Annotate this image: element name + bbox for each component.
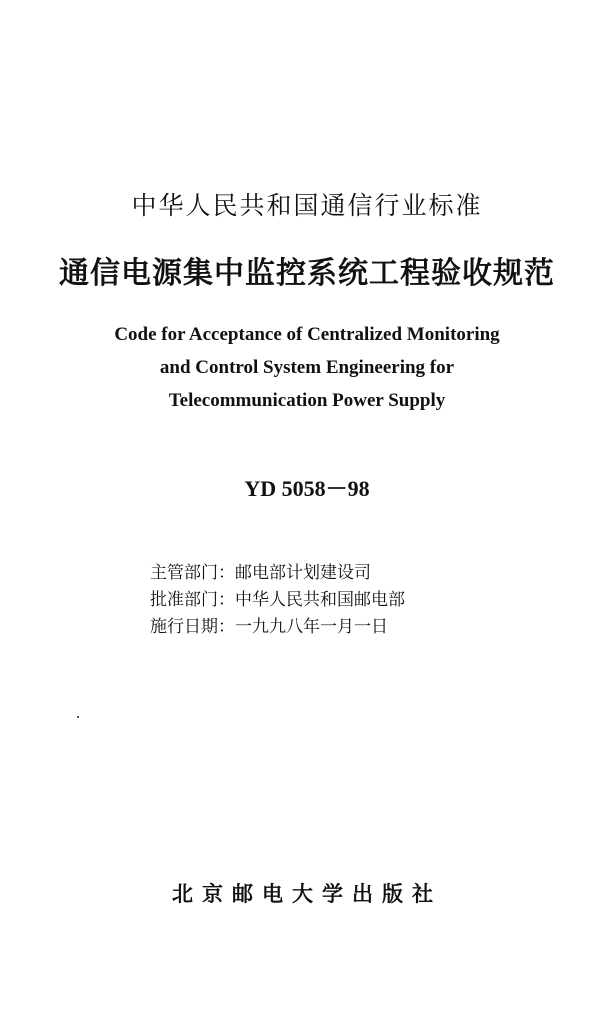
- meta-row-effective-date: [150, 614, 570, 641]
- meta-row-authority: [150, 560, 570, 587]
- english-title-line-2: and Control System Engineering for: [159, 357, 455, 378]
- meta-label: 批准部门：: [150, 590, 235, 610]
- industry-standard-line: 中华人民共和国通信行业标准: [131, 191, 483, 220]
- publisher: 北京邮电大学出版社: [172, 882, 442, 906]
- english-title-line-3: Telecommunication Power Supply: [168, 390, 446, 411]
- meta-label: 主管部门：: [150, 563, 235, 583]
- meta-value: 中华人民共和国邮电部: [235, 590, 405, 610]
- scan-speck: [77, 716, 79, 718]
- english-title-line-1: Code for Acceptance of Centralized Monitoring: [114, 324, 500, 345]
- meta-label: 施行日期：: [150, 617, 235, 637]
- meta-value: 邮电部计划建设司: [235, 563, 371, 583]
- chinese-title: 通信电源集中监控系统工程验收规范: [59, 256, 555, 291]
- meta-value: 一九九八年一月一日: [235, 617, 388, 637]
- standard-code: YD 5058－98: [244, 476, 370, 501]
- meta-row-approval: [150, 587, 570, 614]
- metadata-block: [150, 560, 570, 641]
- english-title: [0, 318, 614, 417]
